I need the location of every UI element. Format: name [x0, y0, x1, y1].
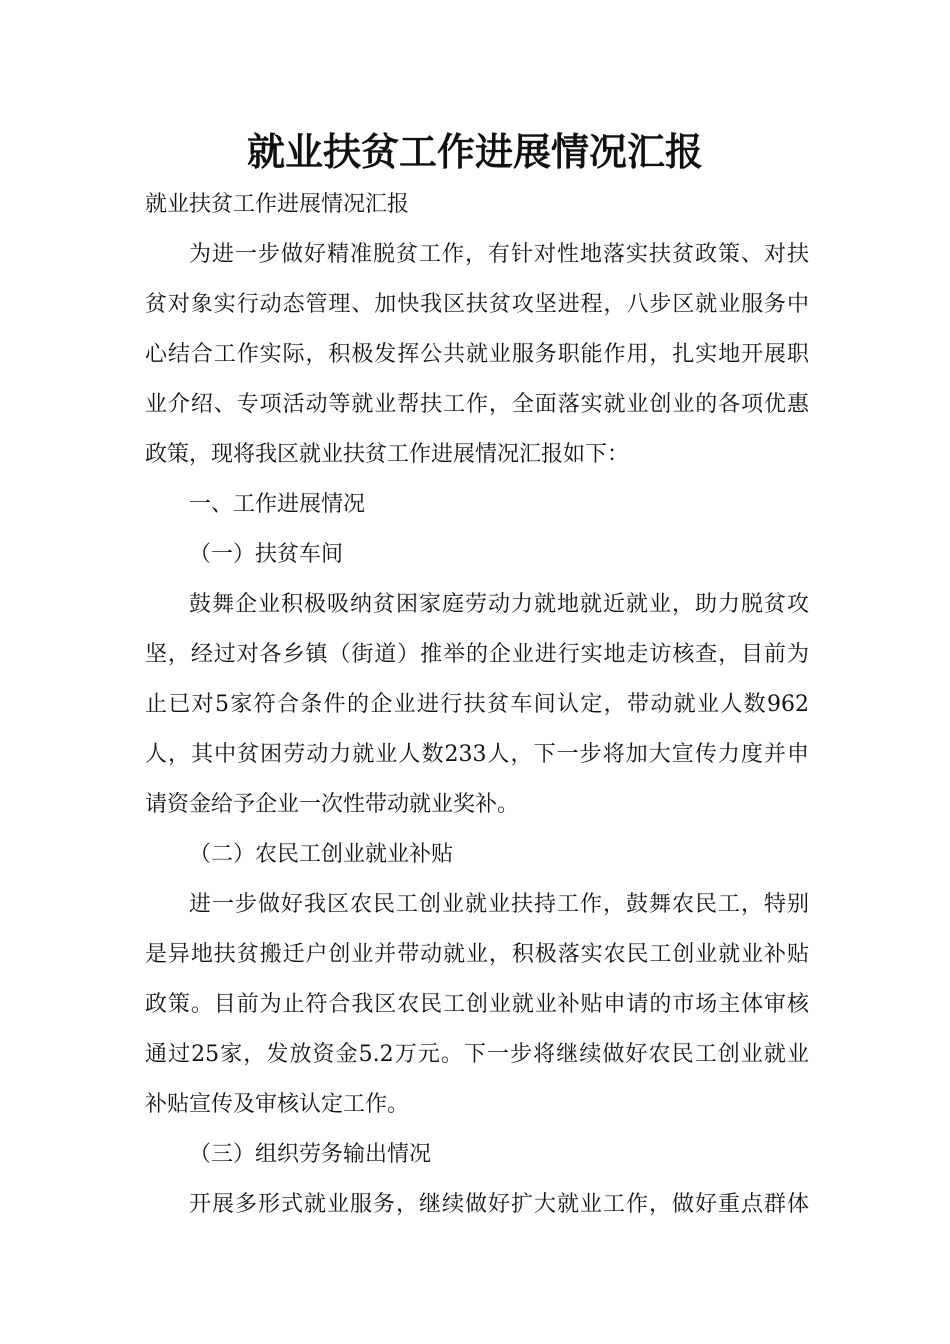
paragraph-line: 心结合工作实际，积极发挥公共就业服务职能作用，扎实地开展职: [145, 342, 809, 367]
paragraph-line: 坚，经过对各乡镇（街道）推举的企业进行实地走访核查，目前为: [145, 642, 809, 667]
paragraph-line: 鼓舞企业积极吸纳贫困家庭劳动力就地就近就业，助力脱贫攻: [189, 592, 809, 617]
paragraph-line: 止已对5家符合条件的企业进行扶贫车间认定，带动就业人数962: [145, 692, 809, 717]
section-heading: 一、工作进展情况: [189, 492, 366, 517]
paragraph-line: 通过25家，发放资金5.2万元。下一步将继续做好农民工创业就业: [145, 1042, 809, 1067]
document-body: [145, 180, 809, 1230]
paragraph-line: 是异地扶贫搬迁户创业并带动就业，积极落实农民工创业就业补贴: [145, 942, 809, 967]
paragraph-line: 为进一步做好精准脱贫工作，有针对性地落实扶贫政策、对扶: [189, 242, 809, 267]
subtitle-line: 就业扶贫工作进展情况汇报: [145, 192, 410, 217]
paragraph-line: 开展多形式就业服务，继续做好扩大就业工作，做好重点群体: [189, 1192, 809, 1217]
paragraph-line: 请资金给予企业一次性带动就业奖补。: [145, 792, 520, 817]
subsection-heading: （二）农民工创业就业补贴: [189, 842, 454, 867]
paragraph-line: 政策。目前为止符合我区农民工创业就业补贴申请的市场主体审核: [145, 992, 809, 1017]
paragraph-line: 政策，现将我区就业扶贫工作进展情况汇报如下：: [145, 442, 630, 467]
paragraph-line: 补贴宣传及审核认定工作。: [145, 1092, 410, 1117]
paragraph-line: 进一步做好我区农民工创业就业扶持工作，鼓舞农民工，特别: [189, 892, 809, 917]
subsection-heading: （一）扶贫车间: [189, 542, 344, 567]
paragraph-line: 贫对象实行动态管理、加快我区扶贫攻坚进程，八步区就业服务中: [145, 292, 809, 317]
subsection-heading: （三）组织劳务输出情况: [189, 1142, 432, 1167]
paragraph-line: 人，其中贫困劳动力就业人数233人，下一步将加大宣传力度并申: [145, 742, 809, 767]
document-title: 就业扶贫工作进展情况汇报: [246, 130, 703, 174]
paragraph-line: 业介绍、专项活动等就业帮扶工作，全面落实就业创业的各项优惠: [145, 392, 809, 417]
